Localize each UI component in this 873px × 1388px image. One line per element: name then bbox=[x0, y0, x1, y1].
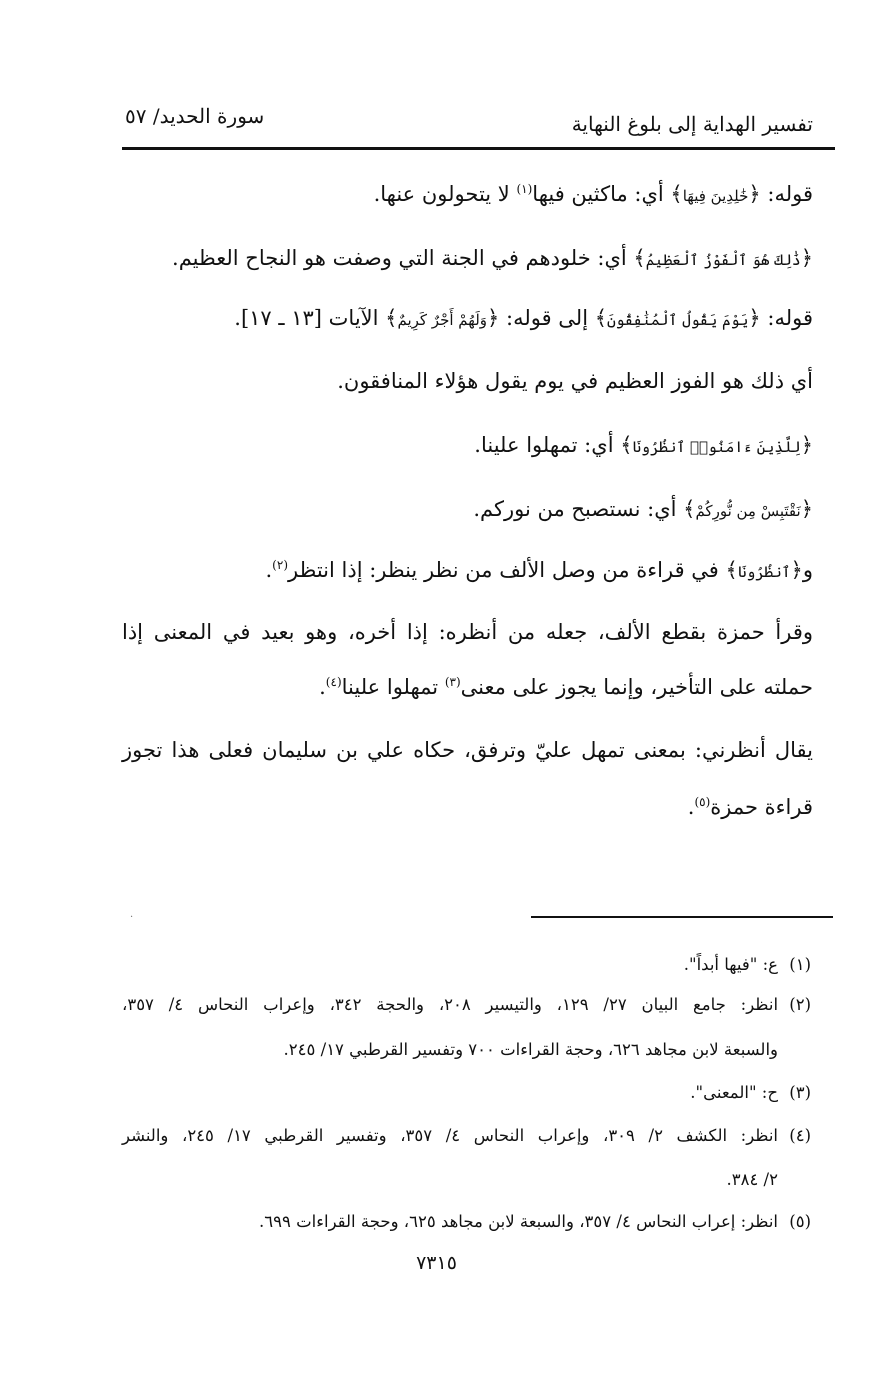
text-span: ﴿ bbox=[800, 246, 813, 270]
footnote-text: انظر: إعراب النحاس ٤/ ٣٥٧، والسبعة لابن مجاهد ٦٢٥، وحجة القراءات ٦٩٩. bbox=[259, 1212, 778, 1231]
paragraph-line bbox=[172, 246, 813, 271]
paragraph-line bbox=[473, 497, 813, 522]
footnote-text: انظر: جامع البيان ٢٧/ ١٢٩، والتيسير ٢٠٨، والحجة ٣٤٢، وإعراب النحاس ٤/ ٣٥٧، bbox=[122, 995, 779, 1014]
quran-quote: يَوْمَ يَقُولُ ٱلْمُنَٰفِقُونَ bbox=[607, 311, 749, 329]
paragraph-line: وقرأ حمزة بقطع الألف، جعله من أنظره: إذا أخره، وهو بعيد في المعنى إذا bbox=[122, 620, 813, 644]
quran-quote: لِلَّذِينَ ءَامَنُوا۟ ٱنظُرُونَا bbox=[632, 438, 801, 456]
footnote-text: ح: "المعنى". bbox=[690, 1083, 778, 1102]
footnote-number: (١) bbox=[789, 955, 811, 974]
text-span: ﴾ أي: ماكثين فيها bbox=[532, 182, 683, 206]
text-span: . bbox=[319, 675, 326, 699]
text-span: ﴾ أي: تمهلوا علينا. bbox=[474, 433, 633, 457]
footnote-number: (٣) bbox=[789, 1083, 811, 1102]
paragraph-line bbox=[319, 675, 813, 700]
text-span: حملته على التأخير، وإنما يجوز على معنى bbox=[460, 675, 813, 699]
paragraph-line: أي ذلك هو الفوز العظيم في يوم يقول هؤلاء المنافقون. bbox=[337, 369, 813, 393]
quran-quote: وَلَهُمْ أَجْرٌ كَرِيمٌ bbox=[397, 311, 488, 329]
running-header-surah: سورة الحديد/ ٥٧ bbox=[125, 104, 265, 128]
text-span: ﴿ bbox=[800, 433, 813, 457]
paragraph-line bbox=[474, 433, 813, 458]
quran-quote: خَٰلِدِينَ فِيهَا bbox=[682, 187, 749, 205]
header-rule bbox=[122, 147, 835, 150]
paragraph-line bbox=[265, 558, 813, 583]
text-span: لا يتحولون عنها. bbox=[373, 182, 517, 206]
footnote-ref[interactable]: (٣) bbox=[444, 675, 461, 689]
text-span: ﴾ أي: خلودهم في الجنة التي وصفت هو النجاح العظيم. bbox=[172, 246, 646, 270]
text-span: ﴾ الآيات [١٣ ـ ١٧]. bbox=[234, 306, 398, 330]
paragraph-line: يقال أنظرني: بمعنى تمهل عليّ وترفق، حكاه علي بن سليمان فعلى هذا تجوز bbox=[122, 738, 813, 762]
text-span: قوله: ﴿ bbox=[748, 306, 813, 330]
text-span: ﴾ في قراءة من وصل الألف من نظر ينظر: إذا انتظر bbox=[288, 558, 738, 582]
running-header-book-title: تفسير الهداية إلى بلوغ النهاية bbox=[571, 112, 813, 136]
paragraph-line bbox=[688, 795, 813, 820]
text-span: ﴿ bbox=[800, 497, 813, 521]
text-span: ﴾ إلى قوله: ﴿ bbox=[487, 306, 608, 330]
text-span: قوله: ﴿ bbox=[748, 182, 813, 206]
footnote-text: والسبعة لابن مجاهد ٦٢٦، وحجة القراءات ٧٠٠ وتفسير القرطبي ١٧/ ٢٤٥. bbox=[283, 1040, 778, 1059]
footnote-number: (٥) bbox=[789, 1212, 811, 1231]
footnote-text: ٢/ ٣٨٤. bbox=[726, 1170, 778, 1189]
quran-quote: ٱنظُرُونَا bbox=[737, 563, 791, 581]
footnote-ref[interactable]: (٥) bbox=[694, 795, 711, 809]
footnote-separator bbox=[531, 916, 833, 918]
footnote-number: (٢) bbox=[789, 995, 811, 1014]
footnote-ref[interactable]: (٤) bbox=[325, 675, 342, 689]
text-span: و﴿ bbox=[790, 558, 813, 582]
footnote-ref[interactable]: (١) bbox=[516, 182, 533, 196]
page-number: ٧٣١٥ bbox=[416, 1252, 457, 1274]
quran-quote: ذَٰلِكَ هُوَ ٱلْفَوْزُ ٱلْعَظِيمُ bbox=[645, 251, 801, 269]
text-span: ﴾ أي: نستصبح من نوركم. bbox=[473, 497, 696, 521]
footnote-text: ع: "فيها أبداً". bbox=[683, 955, 778, 974]
text-span: . bbox=[687, 795, 695, 819]
quran-quote: نَقْتَبِسْ مِن نُّورِكُمْ bbox=[695, 502, 801, 520]
footnote-text: انظر: الكشف ٢/ ٣٠٩، وإعراب النحاس ٤/ ٣٥٧، وتفسير القرطبي ١٧/ ٢٤٥، والنشر bbox=[122, 1126, 779, 1145]
paragraph-line bbox=[234, 306, 813, 331]
footnote-ref[interactable]: (٢) bbox=[272, 558, 288, 572]
paragraph-line bbox=[374, 182, 813, 207]
text-span: . bbox=[265, 558, 273, 582]
text-span: تمهلوا علينا bbox=[341, 675, 445, 699]
text-span: قراءة حمزة bbox=[710, 795, 813, 819]
scan-speck: · bbox=[130, 912, 134, 923]
footnote-number: (٤) bbox=[789, 1126, 811, 1145]
